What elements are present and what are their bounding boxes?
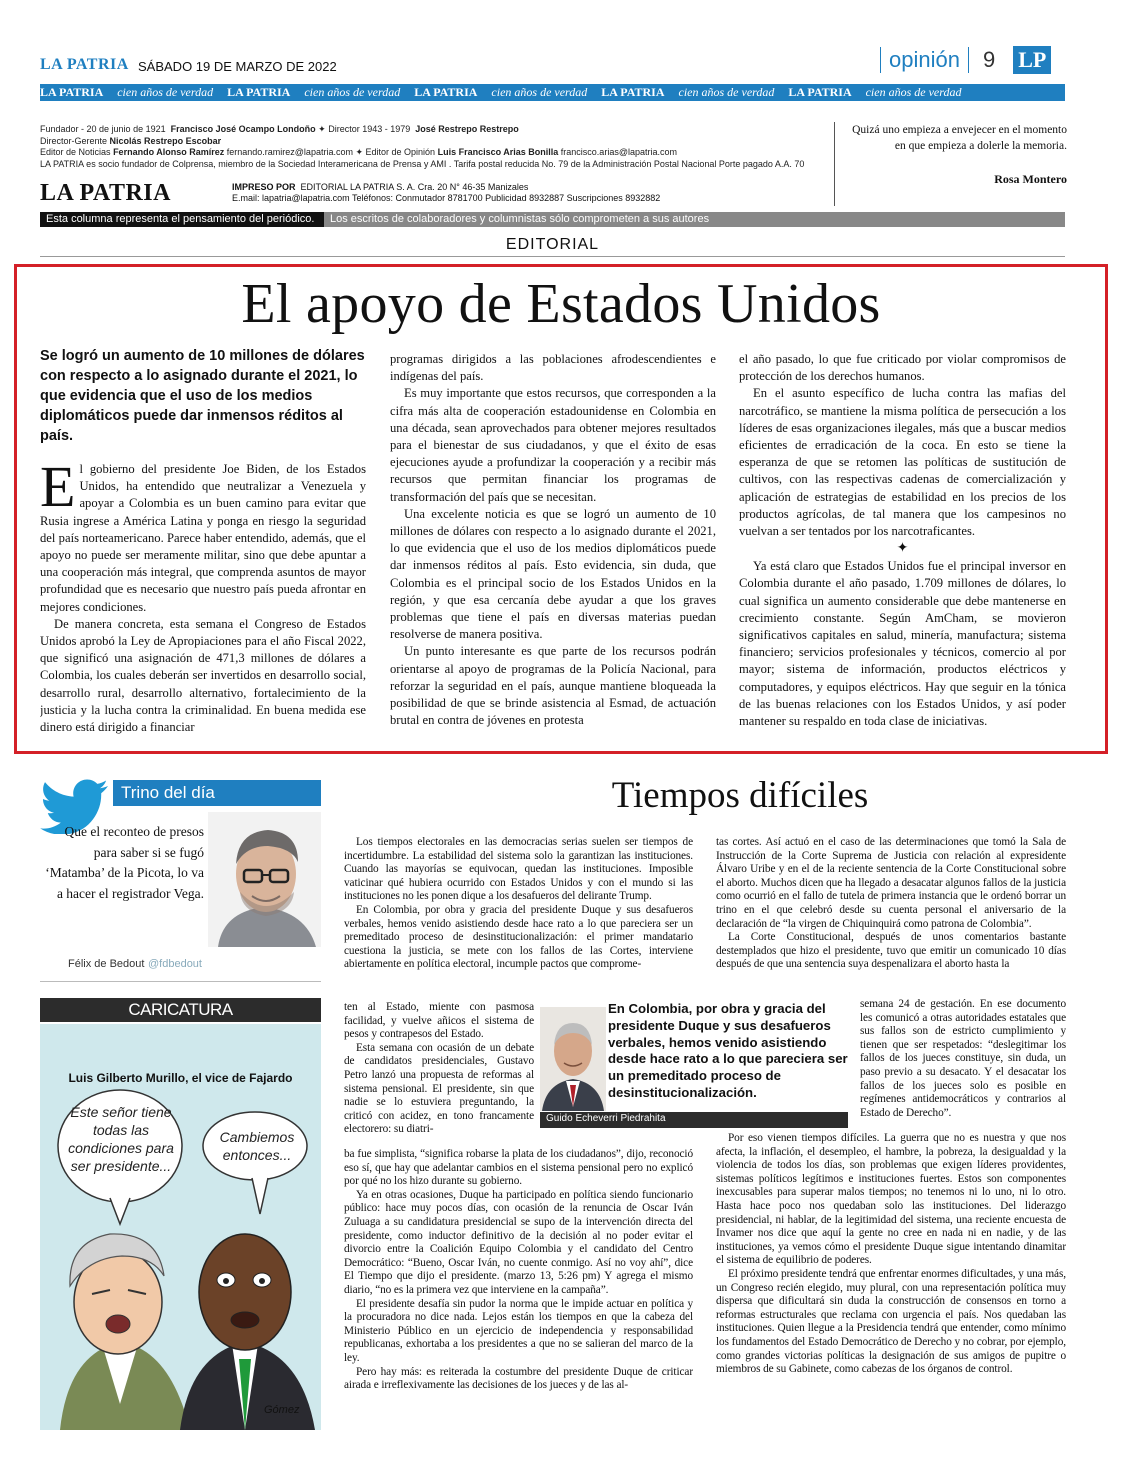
editorial-lead: Se logró un aumento de 10 millones de dólares con respecto a lo asignado durante el 2021, lo que evidencia que el uso de los medios diplomáticos puede dar inmensos réditos al país. (40, 348, 365, 444)
column-text-2c (716, 1132, 1066, 1430)
lp-logo: LP (1013, 46, 1051, 74)
divider (880, 47, 881, 73)
masthead-legal: LA PATRIA es socio fundador de Colprensa, miembro de la Sociedad Interamericana de Prensa y AMI . Tarifa postal reducida No. 79 de la Administración Postal Nacional Porte pagado A.A. 70 (40, 158, 805, 169)
editorial-column-2 (390, 351, 716, 750)
paragraph: Ya en otras ocasiones, Duque ha participado en política siendo funcionario público: hace muy pocos días, con ocasión de la renuncia de Oscar Iván Zuluaga a su candidatura presidencial se supo de la intervención directa del presidente, como inductor definitivo de la decisión al no poder evitar el divorcio entre la Coalición Equipo Colombia y el candidato del Centro Democrático: “Bueno, Oscar Iván, no cuente conmigo. Así no voy ahí”, dice El Tiempo que dijo el presidente. (marzo 13, 5:26 pm) Y agrega el mismo diario, “no es la primera vez que interviene en la campaña”. (344, 1188, 693, 1296)
masthead-text: Editor de Opinión (365, 147, 436, 157)
masthead-credits: Fundador - 20 de junio de 1921 Francisco José Ocampo Londoño ✦ Director 1943 - 1979 José Restrepo Restrepo Director-Gerente Nicolás Restrepo Escobar Editor de Noticias Fernando Alonso Ramírez fernando.ramirez@lapatria.com ✦ Editor de Opinión Luis Francisco Arias Bonilla francisco.arias@lapatria.com LA PATRIA es socio fundador de Colprensa, miembro de la Sociedad Interamericana de Prensa y AMI . Tarifa postal reducida No. 79 de la Administración Postal Nacional Porte pagado A.A. 70 (40, 124, 820, 170)
cartoon-caption: Luis Gilberto Murillo, el vice de Fajardo (68, 1071, 293, 1085)
paragraph: En el asunto específico de lucha contra las mafias del narcotráfico, se mantiene la misma política de persecución a los líderes de esas organizaciones ilegales, más que a buscar medios eficientes de erradicación de la coca. En esto se tiene la esperanza de que se retomen las políticas de sustitución de cultivos, con las respectivas cadenas de comercialización y aplicación de estrategias de estabilidad en los precios de los productos agrícolas, de tal manera que los campesinos no vuelvan a ser tentados por los narcotraficantes. (739, 386, 1066, 539)
cartoonist-signature: Gómez (264, 1404, 300, 1416)
masthead-text: Director-Gerente (40, 135, 108, 146)
trino-label: Trino del día (121, 783, 215, 802)
banner-brand: LA PATRIA (788, 85, 852, 99)
director-name: José Restrepo Restrepo (415, 124, 519, 134)
disclaimer-right: Los escritos de colaboradores y columnistas sólo comprometen a sus autores (324, 212, 1065, 227)
divider (968, 47, 969, 73)
banner-slogan: cien años de verdad (117, 85, 214, 99)
section-header (880, 46, 1051, 74)
banner-brand: LA PATRIA (227, 85, 291, 99)
editorial-headline: El apoyo de Estados Unidos (241, 273, 881, 335)
opinion-editor-name: Luis Francisco Arias Bonilla (437, 147, 559, 157)
paragraph: semana 24 de gestación. En ese documento les comunicó a otras autoridades estatales que sus fallos son de estricto cumplimiento y tienen que ser respetados: “deslegitimar los fallos de los jueces constituye, sin duda, un paso previo a su desacato. Y el desacatar los fallos de los jueces solo es posible en regímenes antidemocráticos y contrarios al Estado de Derecho”. (860, 998, 1066, 1119)
masthead-logo: LA PATRIA (40, 180, 171, 206)
paragraph: tas cortes. Así actuó en el caso de las determinaciones que tomó la Sala de Instrucción de la Corte Suprema de Justicia con relación al expresidente Álvaro Uribe y en el de la reciente sentencia de la Corte Constitucional sobre el aborto. Muchos dicen que ha llegado a desacatar algunos fallos de la justicia como ocurrió en el fallo de tutela de primera instancia que le ordenó borrar un trino en el que celebró desde su cuenta personal el aniversario de la declaración de “la virgen de Chiquinquirá como patrona de Colombia”. (716, 836, 1066, 930)
caricatura-label: CARICATURA (128, 1000, 233, 1019)
printer-info (232, 182, 660, 204)
author-photo (208, 812, 321, 947)
divider (40, 981, 321, 982)
issue-date: SÁBADO 19 DE MARZO DE 2022 (138, 59, 337, 74)
quote-text: Quizá uno empieza a envejecer en el momento en que empieza a dolerle la memoria. (852, 124, 1067, 152)
paragraph: programas dirigidos a las poblaciones afrodescendientes e indígenas del país. (390, 352, 716, 384)
paragraph: ten al Estado, miente con pasmosa facilidad, y vuelve añicos el sistema de pesos y contrapesos del Estado. (344, 1001, 534, 1041)
paragraph: De manera concreta, esta semana el Congreso de Estados Unidos aprobó la Ley de Apropiaciones para el año Fiscal 2022, que significó una asignación de 471,3 millones de dólares a Colombia, los cuales deberán ser invertidos en desarrollo social, desarrollo rural, desarrollo alternativo, fortalecimiento de la justicia y la lucha contra la criminalidad. En buena medida ese dinero está dirigido a financiar (40, 616, 366, 735)
disclaimer-strip (40, 212, 1065, 227)
paragraph: Por eso vienen tiempos difíciles. La guerra que no es nuestra y que nos afecta, la inflación, el desempleo, el hambre, la pobreza, la desigualdad y la violencia de todos los días, son problemas que exigen líderes providentes, sistemas políticos legítimos e instituciones fuertes. Estos son componentes inexcusables para superar malos tiempos; no tenemos ni lo uno, ni lo otro. Hasta hace poco nos quedaban solo las instituciones. Del liderazgo presidencial, ni hablar, de la legitimidad del sistema, una reciente encuesta de Invamer nos dice que aquí la gente no cree en nada ni en nadie, y de las instituciones, ya vemos cómo el presidente Duque sigue intentando dinamitar el sistema de equilibrio de poderes. (716, 1132, 1066, 1267)
columnist-name: Guido Echeverri Piedrahita (546, 1113, 666, 1124)
paragraph: el año pasado, lo que fue criticado por violar compromisos de protección de los derechos humanos. (739, 352, 1066, 384)
quote-author: Rosa Montero (994, 172, 1067, 186)
paragraph: La Corte Constitucional, después de unos comentarios bastante destemplados que hizo el presidente, tuvo que emitir un comunicado 10 días después de que una sentencia suya despenalizara el aborto hasta la (716, 931, 1066, 971)
column-text-2b (860, 998, 1066, 1130)
banner-brand: LA PATRIA (601, 85, 665, 99)
disclaimer-left: Esta columna representa el pensamiento del periódico. (40, 212, 324, 227)
masthead-text: Fundador - 20 de junio de 1921 (40, 124, 166, 134)
columnist-photo (540, 1007, 606, 1111)
banner-slogan: cien años de verdad (304, 85, 401, 99)
paragraph: Una excelente noticia es que se logró un aumento de 10 millones de dólares con respecto a lo asignado durante el 2021, lo que evidencia que el uso de los medios diplomáticos puede dar inmensos réditos al país. Esto evidencia, sin duda, que Colombia es el principal socio de los Estados Unidos en la región, y que esa cercanía debe ayudar a que los graves problemas que tiene el país en diversas materias puedan resolverse de manera positiva. (390, 506, 716, 642)
masthead-text: Director 1943 - 1979 (328, 124, 411, 134)
column-text-2 (716, 836, 1066, 978)
drop-cap: E (40, 461, 76, 519)
editorial-column-3 (739, 351, 1066, 750)
trino-author: Félix de Bedout (68, 958, 145, 970)
banner-brand: LA PATRIA (40, 85, 104, 99)
masthead-text: Editor de Noticias (40, 147, 111, 157)
banner-slogan: cien años de verdad (865, 85, 962, 99)
paragraph: Es muy importante que estos recursos, que corresponden a la cifra más alta de cooperación estadounidense en Colombia en una década, sean aprovechados para obtener mejores resultados para el bienestar de sus ciudadanos, y que el éxito de esas ejecuciones ayude a profundizar la cooperación y a recibir más recursos que permitan financiar los programas de transformación del país que se necesitan. (390, 386, 716, 504)
section-label: opinión (889, 47, 960, 72)
paragraph: Los tiempos electorales en las democracias serias suelen ser tiempos de incertidumbre. La estabilidad del sistema solo la garantizan las instituciones. Cuando las mayorías se equivocan, quedan las instituciones. Imposible vaticinar qué hubiera ocurrido con Estados Unidos y con el mundo si las instituciones no les ponen dique a los desafueros del delirante Trump. (344, 836, 693, 903)
page-number: 9 (982, 47, 996, 72)
paragraph: El presidente desafía sin pudor la norma que le impide actuar en política y la procuradora no dice nada. Lejos están los tiempos en que la cabeza del Ministerio Público en un ejercicio de independencia y responsabilidad republicanas, exhortaba a los presidentes a que no se salieran del marco de la ley. (344, 1297, 693, 1364)
director-general-name: Nicolás Restrepo Escobar (109, 135, 222, 146)
editorial-section-label: EDITORIAL (505, 236, 600, 253)
quote-box (834, 122, 1067, 206)
newspaper-brand: LA PATRIA (40, 56, 129, 73)
paragraph: En Colombia, por obra y gracia del presidente Duque y sus desafueros verbales, hemos venido asistiendo desde hace rato a lo que pareciera ser un premeditado proceso de desinstitucionalización: el primer mandatario cuestiona la justicia, se mete con los fallos de las Cortes, interviene abiertamente en política electoral, incumple pactos que comprome- (344, 903, 693, 971)
paragraph: El próximo presidente tendrá que enfrentar enormes dificultades, y una más, un Congreso recién elegido, muy plural, con una representación política muy dispersa que dificultará sin duda la construcción de consensos en torno a reformas estructurales que reclama con urgencia el país. Nos quedaban las instituciones. Quien llegue a la Presidencia tendrá que entender, como mínimo los fundamentos del Estado Democrático de Derecho y no cobrar, por ejemplo, como grandes victorias políticas la designación de sus amigos de pupitre o miembros de su Gabinete, como cabezas de los órganos de control. (716, 1267, 1066, 1376)
banner-brand: LA PATRIA (414, 85, 478, 99)
paragraph: Pero hay más: es reiterada la costumbre del presidente Duque de criticar airada e irreflexivamente las decisiones de los jueces y de las al- (344, 1365, 693, 1392)
paragraph: Un punto interesante es que parte de los recursos podrán orientarse al apoyo de programas de la Policía Nacional, para reforzar la seguridad en el país, aunque mantiene bloqueada la posibilidad de que se brinde asistencia al Esmad, de actuación brutal en contra de jóvenes en protesta (390, 644, 716, 728)
trino-handle[interactable]: @fdbedout (148, 958, 202, 970)
trino-text: Que el reconteo de presos para saber si se fugó ‘Matamba’ de la Picota, lo va a hacer el registrador Vega. (45, 824, 204, 901)
centenary-banner (40, 84, 1065, 101)
column-text-1b (344, 1148, 693, 1428)
paragraph: Ya está claro que Estados Unidos fue el principal inversor en Colombia durante el año pasado, 1.709 millones de dólares, lo cual significa un aumento considerable que debe mantenerse en crecimiento constante. Según AmCham, se movieron significativos capitales en salud, minería, manufactura; sistema financiero; servicios profesionales y técnicos, comercio al por mayor; sistema de información, productos eléctricos y computadores, y equipos eléctricos. Hay que seguir en la tónica de las buenas relaciones con los Estados Unidos, y así poder mantener su respaldo en toda clase de iniciativas. (739, 559, 1066, 729)
divider (40, 256, 1065, 257)
paragraph: Esta semana con ocasión de un debate de candidatos presidenciales, Gustavo Petro lanzó una propuesta de reformas al sistema pensional. El presidente, sin que nadie se lo estuviera preguntando, la criticó con acidez, en tono francamente electorero: su diatri- (344, 1041, 534, 1136)
speech-bubble-text: Cambiemos entonces... (219, 1129, 295, 1163)
pull-quote: En Colombia, por obra y gracia del presidente Duque y sus desafueros verbales, hemos venido asistiendo desde hace rato a lo que pareciera ser un premeditado proceso de desinstitucionalización. (608, 1001, 848, 1100)
banner-slogan: cien años de verdad (678, 85, 775, 99)
founder-name: Francisco José Ocampo Londoño (170, 124, 316, 134)
speech-bubble-text: Este señor tiene todas las condiciones para ser presidente... (68, 1104, 174, 1174)
news-editor-name: Fernando Alonso Ramírez (113, 147, 225, 157)
printer-label: IMPRESO POR (232, 182, 296, 192)
banner-slogan: cien años de verdad (491, 85, 588, 99)
separator-icon: ✦ (896, 541, 909, 557)
column-headline: Tiempos difíciles (611, 775, 869, 816)
paragraph: l gobierno del presidente Joe Biden, de los Estados Unidos, ha entendido que neutralizar a Venezuela y apoyar a Colombia es un buen camino para evitar que Rusia ingrese a América Latina y ponga en riesgo la seguridad del país norteamericano. Parece haber entendido, además, que el apoyo no puede ser meramente militar, sino que debe apuntar a una cooperación más integral, que comprenda asuntos de mayor profundidad que es necesario que nuestro país pueda afrontar en mejores condiciones. (40, 462, 366, 614)
printer-address: EDITORIAL LA PATRIA S. A. Cra. 20 N° 46-35 Manizales (300, 182, 529, 192)
contact-info: E.mail: lapatria@lapatria.com Teléfonos: Conmutador 8781700 Publicidad 8932887 Suscripciones 8932882 (232, 193, 661, 203)
email-link[interactable]: fernando.ramirez@lapatria.com (226, 147, 353, 157)
paragraph: ba fue simplista, “significa robarse la plata de los ciudadanos”, dijo, reconoció eso sí, que hay que adelantar cambios en el sistema pensional pero no explicó por qué no los hizo durante su gobierno. (344, 1148, 693, 1188)
editorial-column-1 (40, 461, 366, 750)
email-link[interactable]: francisco.arias@lapatria.com (560, 147, 677, 157)
column-text-wrap (344, 1001, 534, 1147)
